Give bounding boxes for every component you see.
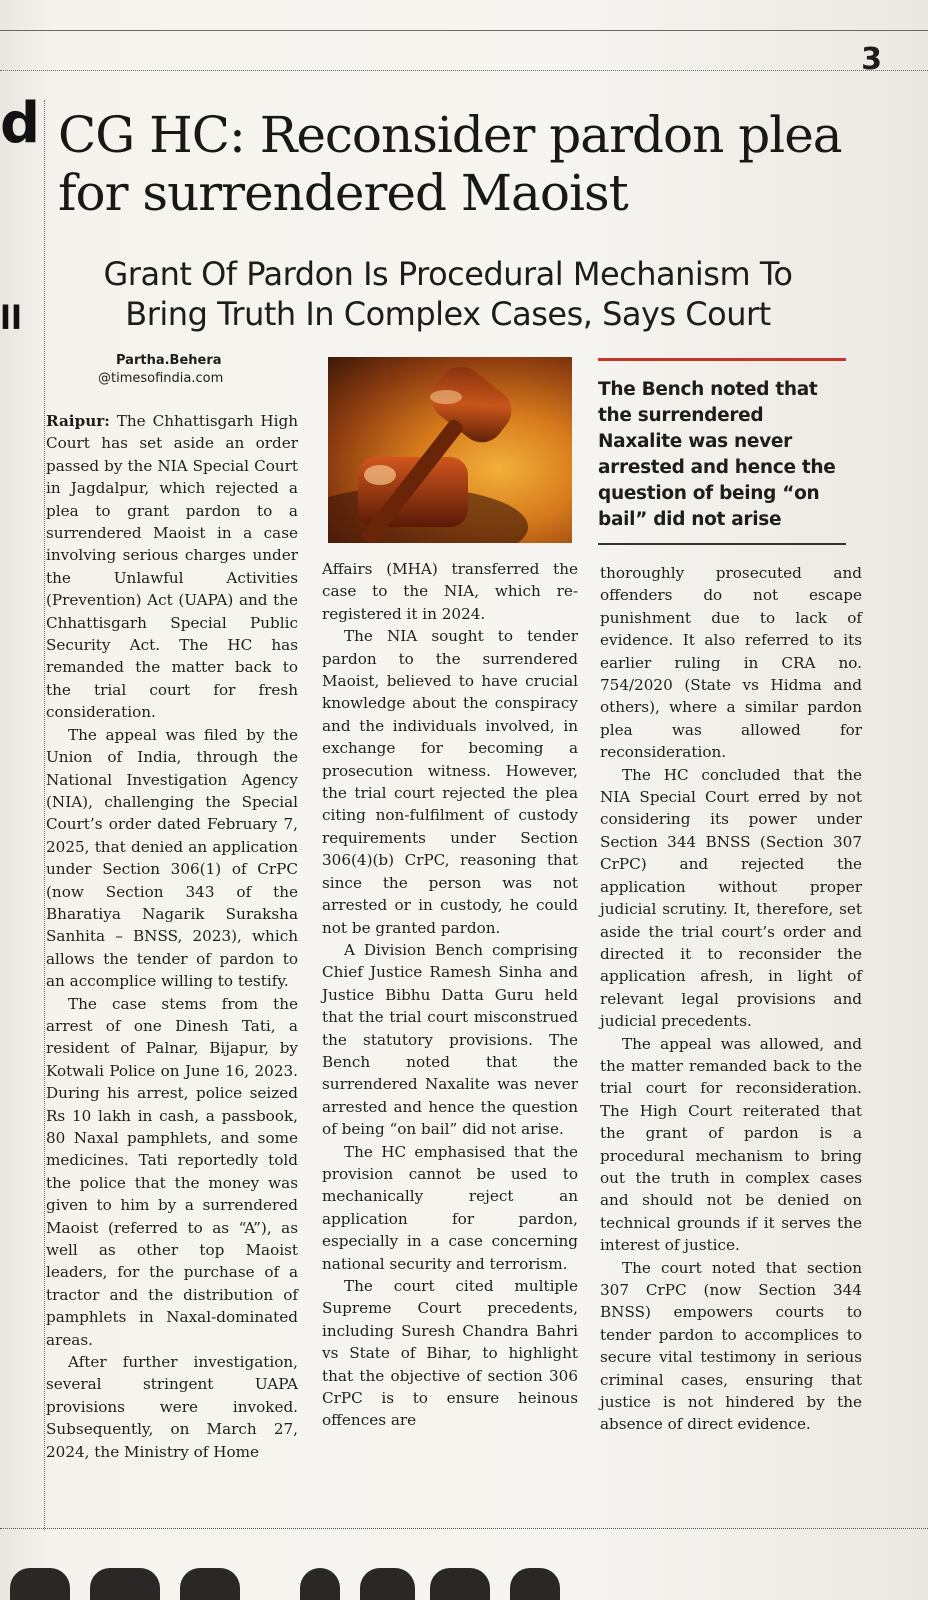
column-2 — [322, 558, 578, 1432]
gavel-photo — [328, 357, 572, 543]
column-3 — [600, 562, 862, 1436]
paragraph: The NIA sought to tender pardon to the surrendered Maoist, believed to have crucial knowledge about the conspiracy and the individuals involved, in exchange for becoming a prosecution witness. However, the trial court rejected the plea citing non-fulfilment of custody requirements under Section 306(4)(b) CrPC, reasoning that since the person was not arrested or in custody, he could not be granted pardon. — [322, 627, 578, 937]
paragraph: The court noted that section 307 CrPC (now Section 344 BNSS) empowers courts to tender pardon to accomplices to secure vital testimony in serious criminal cases, ensuring that justice is not hindered by the absence of direct evidence. — [600, 1258, 862, 1434]
subheadline: Grant Of Pardon Is Procedural Mechanism To Bring Truth In Complex Cases, Says Court — [103, 255, 793, 333]
top-rule — [0, 30, 928, 31]
byline-email: @timesofindia.com — [98, 371, 224, 386]
cut-off-letter — [430, 1568, 490, 1600]
page-number: 3 — [861, 42, 882, 77]
cut-off-letter — [300, 1568, 340, 1600]
column-1 — [46, 410, 298, 1463]
paragraph: The court cited multiple Supreme Court precedents, including Suresh Chandra Bahri vs State of Bihar, to highlight that the objective of section 306 CrPC is to ensure heinous offences are — [322, 1277, 578, 1430]
cut-off-letter: ll — [0, 299, 22, 337]
paragraph: The case stems from the arrest of one Dinesh Tati, a resident of Palnar, Bijapur, by Kotwali Police on June 16, 2023. During his arrest, police seized Rs 10 lakh in cash, a passbook, 80 Naxal pamphlets, and some medicines. Tati reportedly told the police that the money was given to him by a surrendered Maoist (referred to as “A”), as well as other top Maoist leaders, for the purchase of a tractor and the distribution of pamphlets in Naxal-dominated areas. — [46, 994, 298, 1349]
byline — [98, 352, 223, 388]
cut-off-letter: d — [0, 91, 41, 156]
paragraph — [46, 410, 298, 724]
headline: CG HC: Reconsider pardon plea for surrendered Maoist — [58, 106, 842, 222]
bottom-rule — [0, 1528, 928, 1529]
adjacent-article-fragment — [0, 70, 41, 1570]
dateline: Raipur: — [46, 412, 110, 430]
next-article-fragment — [0, 1548, 928, 1600]
pull-quote-text: The Bench noted that the surrendered Naxalite was never arrested and hence the question of being “on bail” did not arise — [598, 379, 836, 530]
pull-quote-rule — [598, 543, 846, 545]
cut-off-letter — [510, 1568, 560, 1600]
paragraph: After further investigation, several stringent UAPA provisions were invoked. Subsequently, on March 27, 2024, the Ministry of Home — [46, 1353, 298, 1461]
pull-quote — [598, 358, 846, 545]
cut-off-letter — [360, 1568, 415, 1600]
paragraph: Affairs (MHA) transferred the case to the NIA, which re-registered it in 2024. — [322, 560, 578, 623]
paragraph: A Division Bench comprising Chief Justice Ramesh Sinha and Justice Bibhu Datta Guru held that the trial court misconstrued the statutory provisions. The Bench noted that the surrendered Naxalite was never arrested and hence the question of being “on bail” did not arise. — [322, 940, 578, 1139]
paragraph-text: The Chhattisgarh High Court has set aside an order passed by the NIA Special Court in Jagdalpur, which rejected a plea to grant pardon to a surrendered Maoist in a case involving serious charges under the Unlawful Activities (Prevention) Act (UAPA) and the Chhattisgarh Special Public Security Act. The HC has remanded the matter back to the trial court for fresh consideration. — [46, 412, 298, 722]
paragraph: The HC emphasised that the provision cannot be used to mechanically reject an application for pardon, especially in a case concerning national security and terrorism. — [322, 1142, 578, 1273]
cut-off-letter — [90, 1568, 160, 1600]
column-divider — [44, 100, 45, 1530]
paragraph: thoroughly prosecuted and offenders do not escape punishment due to lack of evidence. It also referred to its earlier ruling in CRA no. 754/2020 (State vs Hidma and others), where a similar pardon plea was allowed for reconsideration. — [600, 564, 862, 762]
cut-off-letter — [180, 1568, 240, 1600]
paragraph: The appeal was allowed, and the matter remanded back to the trial court for reconsideration. The High Court reiterated that the grant of pardon is a procedural mechanism to bring out the truth in complex cases and should not be denied on technical grounds if it serves the interest of justice. — [600, 1034, 862, 1255]
gavel-icon — [328, 357, 572, 543]
cut-off-letter — [10, 1568, 70, 1600]
paragraph: The appeal was filed by the Union of India, through the National Investigation Agency (NIA), challenging the Special Court’s order dated February 7, 2025, that denied an application under Section 306(1) of CrPC (now Section 343 of the Bharatiya Nagarik Suraksha Sanhita – BNSS, 2023), which allows the tender of pardon to an accomplice willing to testify. — [46, 725, 298, 991]
paragraph: The HC concluded that the NIA Special Court erred by not considering its power under Section 344 BNSS (Section 307 CrPC) and rejected the application without proper judicial scrutiny. It, therefore, set aside the trial court’s order and directed it to reconsider the application afresh, in light of relevant legal provisions and judicial precedents. — [600, 765, 862, 1031]
header-rule — [0, 70, 928, 71]
byline-name: Partha.Behera — [116, 353, 222, 368]
